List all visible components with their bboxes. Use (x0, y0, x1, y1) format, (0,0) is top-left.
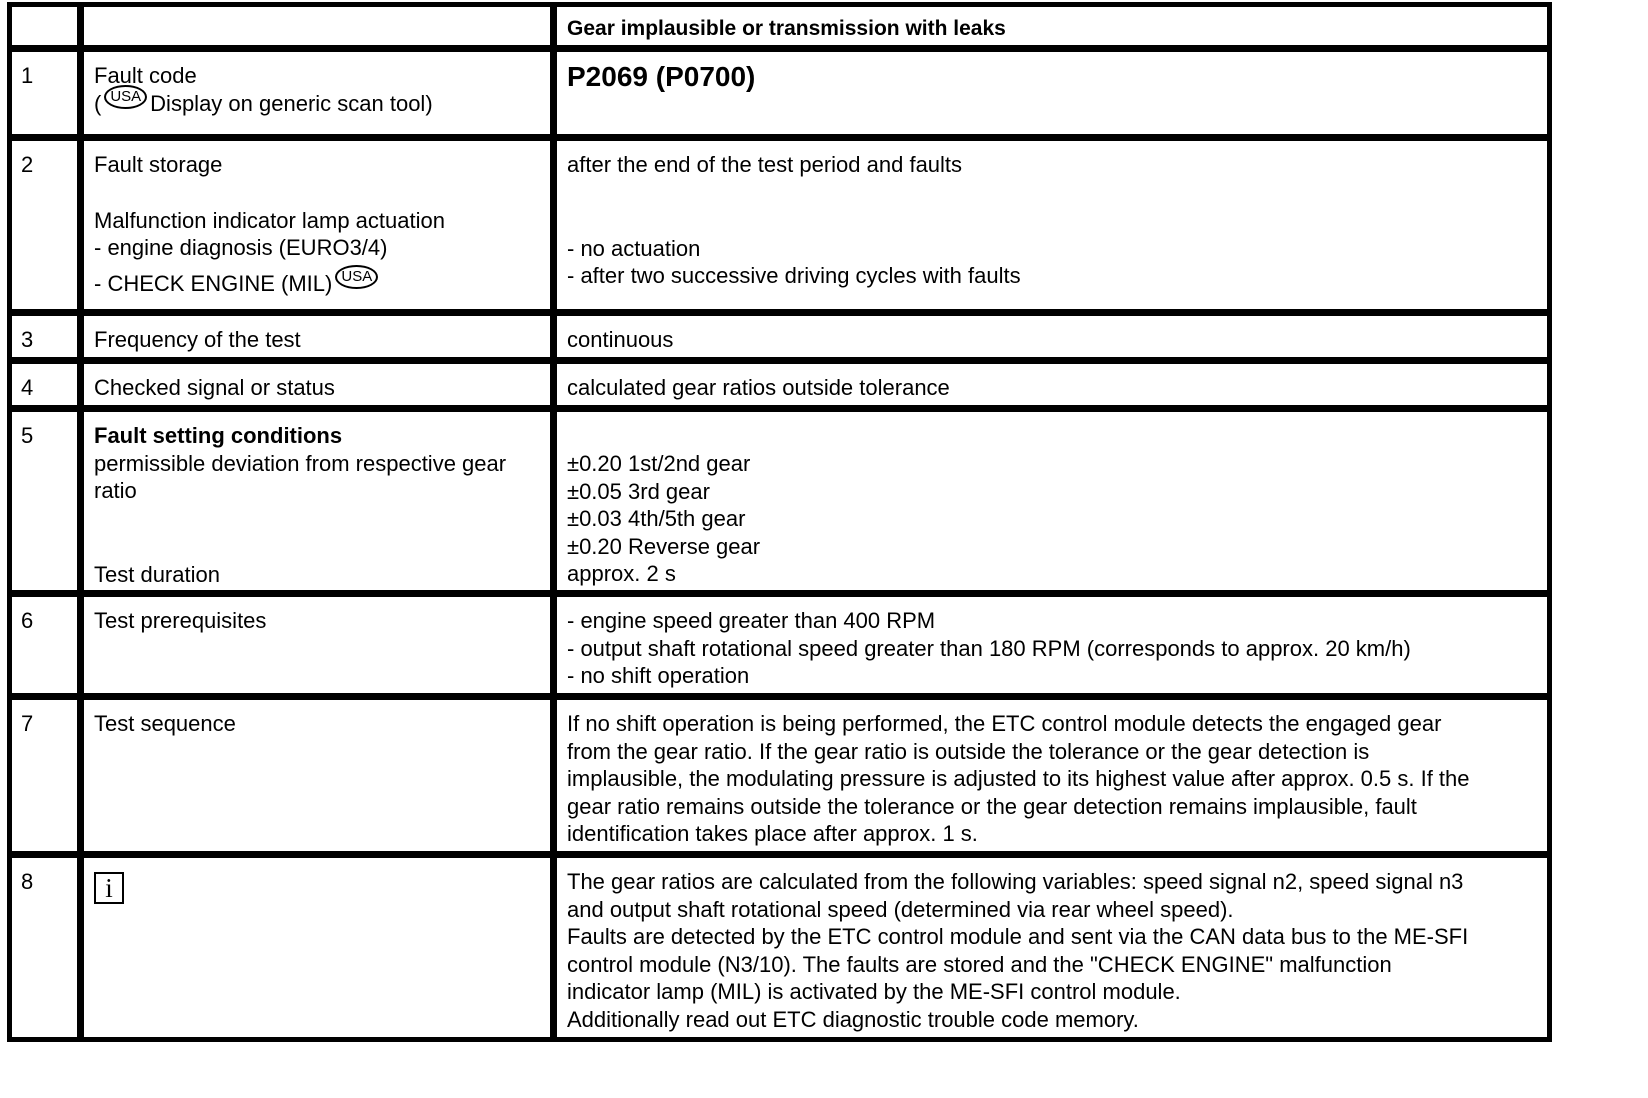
row-value (557, 141, 1547, 309)
value-no-actuation: - no actuation (567, 235, 701, 261)
label-engine-diagnosis: - engine diagnosis (EURO3/4) (94, 235, 388, 260)
note-line: The gear ratios are calculated from the following variables: speed signal n2, speed signal n3 (567, 869, 1464, 894)
value-fault-storage: after the end of the test period and faults (567, 152, 963, 177)
table-row-5 (12, 412, 1547, 590)
label-generic-scan-tool (94, 87, 538, 118)
label-mil-actuation: Malfunction indicator lamp actuation (94, 207, 445, 233)
table-row-6 (12, 597, 1547, 693)
row-label: Checked signal or status (84, 364, 550, 405)
diagnostic-table (7, 2, 1552, 1042)
label-display-text: Display on generic scan tool) (150, 90, 433, 116)
value-test-duration: approx. 2 s (567, 561, 676, 586)
table-row-4 (12, 364, 1547, 405)
label-test-duration: Test duration (94, 561, 220, 587)
row-value (557, 700, 1547, 851)
row-number: 4 (12, 364, 77, 405)
row-number: 2 (12, 141, 77, 309)
table-row-7 (12, 700, 1547, 851)
info-icon: i (94, 872, 124, 904)
row-value: calculated gear ratios outside tolerance (557, 364, 1547, 405)
label-fault-setting-conditions: Fault setting conditions (94, 423, 343, 448)
note-line: Faults are detected by the ETC control module and sent via the CAN data bus to the ME-SFI (567, 924, 1469, 949)
value-prereq-no-shift: - no shift operation (567, 663, 750, 688)
test-sequence-line: identification takes place after approx. 1 s. (567, 821, 978, 846)
note-line: and output shaft rotational speed (determined via rear wheel speed). (567, 896, 1234, 922)
row-number: 8 (12, 858, 77, 1037)
row-label (84, 52, 550, 134)
test-sequence-line: If no shift operation is being performed, the ETC control module detects the engaged gear (567, 711, 1442, 736)
table-row-2 (12, 141, 1547, 309)
usa-badge-icon: USA (335, 265, 378, 289)
row-value (557, 858, 1547, 1037)
fault-code-value: P2069 (P0700) (557, 52, 1547, 134)
note-line: control module (N3/10). The faults are stored and the "CHECK ENGINE" malfunction (567, 951, 1392, 977)
table-row-1 (12, 52, 1547, 134)
row-number: 1 (12, 52, 77, 134)
value-deviation-reverse: ±0.20 Reverse gear (567, 533, 761, 559)
row-label: Test prerequisites (84, 597, 550, 693)
test-sequence-line: gear ratio remains outside the tolerance or the gear detection remains implausible, fault (567, 793, 1417, 819)
value-deviation-3rd: ±0.05 3rd gear (567, 478, 710, 504)
table-row-3 (12, 316, 1547, 357)
note-line: Additionally read out ETC diagnostic trouble code memory. (567, 1006, 1139, 1032)
label-ratio: ratio (94, 478, 137, 503)
usa-badge-icon: USA (104, 85, 147, 109)
note-line: indicator lamp (MIL) is activated by the ME-SFI control module. (567, 979, 1181, 1004)
test-sequence-line: implausible, the modulating pressure is adjusted to its highest value after approx. 0.5 s. If the (567, 766, 1470, 791)
label-fault-storage: Fault storage (94, 152, 223, 177)
table-title: Gear implausible or transmission with leaks (557, 7, 1547, 45)
row-label (84, 858, 550, 1037)
row-value: continuous (557, 316, 1547, 357)
value-prereq-output-shaft: - output shaft rotational speed greater than 180 RPM (corresponds to approx. 20 km/h) (567, 635, 1411, 661)
row-label (84, 141, 550, 309)
value-deviation-1st-2nd: ±0.20 1st/2nd gear (567, 451, 751, 476)
row-number: 6 (12, 597, 77, 693)
row-value (557, 597, 1547, 693)
label-fault-code: Fault code (94, 63, 197, 88)
row-number: 5 (12, 412, 77, 590)
value-deviation-4th-5th: ±0.03 4th/5th gear (567, 506, 746, 531)
table-header-row (12, 7, 1547, 45)
value-two-cycles: - after two successive driving cycles with faults (567, 263, 1021, 288)
label-check-engine-text: - CHECK ENGINE (MIL) (94, 270, 333, 296)
test-sequence-line: from the gear ratio. If the gear ratio is outside the tolerance or the gear detection is (567, 738, 1370, 764)
row-value (557, 412, 1547, 590)
label-permissible-deviation: permissible deviation from respective gear (94, 450, 507, 476)
table-row-8 (12, 858, 1547, 1037)
row-number: 7 (12, 700, 77, 851)
label-check-engine (94, 267, 538, 298)
value-prereq-engine-speed: - engine speed greater than 400 RPM (567, 608, 936, 633)
row-label (84, 412, 550, 590)
header-cell-number (12, 7, 77, 45)
row-number: 3 (12, 316, 77, 357)
row-label: Frequency of the test (84, 316, 550, 357)
paren-open: ( (94, 90, 102, 116)
row-label: Test sequence (84, 700, 550, 851)
header-cell-label (84, 7, 550, 45)
